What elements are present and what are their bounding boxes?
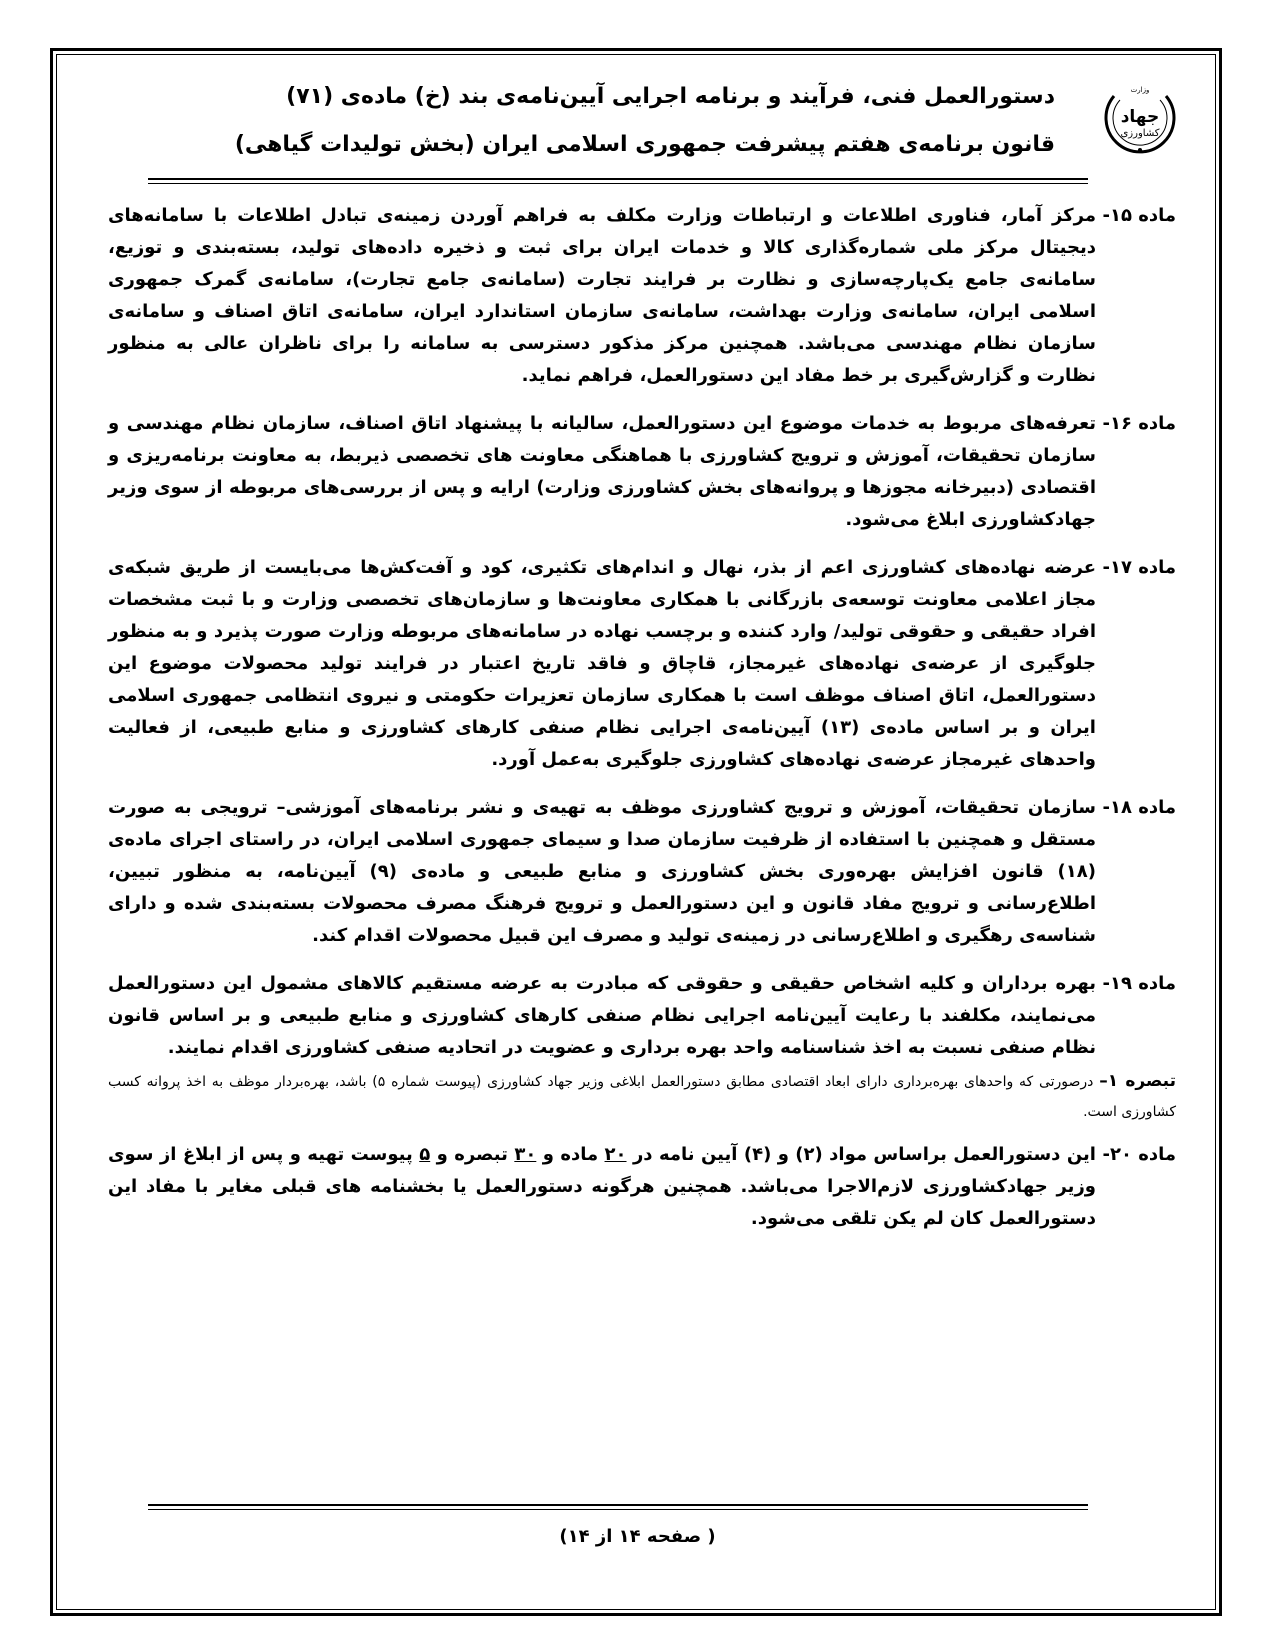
header-divider bbox=[148, 178, 1088, 184]
article-18 bbox=[108, 792, 1176, 952]
article-number: ماده ۱۷- bbox=[1102, 557, 1176, 578]
article-16 bbox=[108, 408, 1176, 536]
article-text: بهره برداران و کلیه اشخاص حقیقی و حقوقی که مبادرت به عرضه مستقیم کالاهای مشمول این دستورالعمل می‌نمایند، مکلفند با رعایت آیین‌نامه اجرایی نظام صنفی کارهای کشاورزی و منابع طبیعی و بر اساس قانون نظام صنفی نسبت به اخذ شناسنامه واحد بهره برداری و عضویت در اتحادیه صنفی کشاورزی اقدام نمایند. bbox=[108, 973, 1096, 1058]
jahad-keshavarzi-logo-icon bbox=[1100, 78, 1180, 158]
logo-main-text: جهاد bbox=[1120, 107, 1160, 127]
header-title-line1: دستورالعمل فنی، فرآیند و برنامه اجرایی آیین‌نامه‌ی بند (خ) ماده‌ی (۷۱) bbox=[286, 84, 1055, 109]
note-text: درصورتی که واحدهای بهره‌برداری دارای ابعاد اقتصادی مطابق دستورالعمل ابلاغی وزیر جهاد کشاورزی (پیوست شماره ۵) باشد، بهره‌بردار موظف به اخذ پروانه کسب کشاورزی است. bbox=[108, 1074, 1176, 1120]
header-title-line2: قانون برنامه‌ی هفتم پیشرفت جمهوری اسلامی ایران (بخش تولیدات گیاهی) bbox=[234, 132, 1055, 157]
footer-divider bbox=[148, 1504, 1088, 1510]
article-number: ماده ۱۵- bbox=[1102, 205, 1176, 226]
article-number: ماده ۲۰- bbox=[1102, 1144, 1176, 1165]
article-number: ماده ۱۹- bbox=[1102, 973, 1176, 994]
document-body bbox=[108, 200, 1176, 1251]
article20-annex-count: ۵ bbox=[419, 1144, 431, 1165]
article20-part3: تبصره و bbox=[436, 1144, 508, 1165]
logo-top-text: وزارت bbox=[1130, 86, 1150, 94]
page-number: ( صفحه ۱۴ از ۱۴) bbox=[559, 1526, 716, 1547]
article-text: سازمان تحقیقات، آموزش و ترویج کشاورزی موظف به تهیه‌ی و نشر برنامه‌های آموزشی– ترویجی به صورت مستقل و همچنین با استفاده از ظرفیت سازمان صدا و سیمای جمهوری اسلامی ایران، در راستای اجرای ماده‌ی (۱۸) قانون افزایش بهره‌وری بخش کشاورزی و منابع طبیعی و ماده‌ی (۹) آیین‌نامه، به منظور تبیین، اطلاع‌رسانی و ترویج مفاد قانون و این دستورالعمل و ترویج فرهنگ مصرف محصولات بسته‌بندی شده و دارای شناسه‌ی رهگیری و اطلاع‌رسانی در زمینه‌ی تولید و مصرف این قبیل محصولات اقدام کند. bbox=[108, 797, 1096, 946]
article-text bbox=[108, 1139, 1096, 1235]
article-20 bbox=[108, 1139, 1176, 1235]
article-15 bbox=[108, 200, 1176, 392]
logo-sub-text: کشاورزی bbox=[1120, 128, 1160, 139]
document-header bbox=[100, 78, 1180, 178]
article-text: مرکز آمار، فناوری اطلاعات و ارتباطات وزارت مکلف به فراهم آوردن زمینه‌ی تبادل اطلاعات با سامانه‌های دیجیتال مرکز ملی شماره‌گذاری کالا و خدمات ایران برای ثبت و ذخیره داده‌های تولید، بسته‌بندی و توزیع، سامانه‌ی جامع یک‌پارچه‌سازی و نظارت بر فرایند تجارت (سامانه‌ی جامع تجارت)، سامانه‌ی گمرک جمهوری اسلامی ایران، سامانه‌ی وزارت بهداشت، سامانه‌ی سازمان استاندارد ایران، سامانه‌ی اتاق اصناف و سامانه‌ی سازمان نظام مهندسی می‌باشد. همچنین مرکز مذکور دسترسی به سامانه را برای ناظران عالی به منظور نظارت و گزارش‌گیری بر خط مفاد این دستورالعمل، فراهم نماید. bbox=[108, 205, 1096, 386]
article20-note-count: ۳۰ bbox=[514, 1144, 537, 1165]
article20-part1: این دستورالعمل براساس مواد (۲) و (۴) آیین نامه در bbox=[632, 1144, 1096, 1165]
note-1 bbox=[108, 1066, 1176, 1127]
article20-article-count: ۲۰ bbox=[604, 1144, 627, 1165]
article20-part4: پیوست تهیه و پس از ابلاغ از سوی وزیر جهادکشاورزی لازم‌الاجرا می‌باشد. همچنین هرگونه دستورالعمل یا بخشنامه های قبلی مغایر با مفاد این دستورالعمل کان لم یکن تلقی می‌شود. bbox=[108, 1144, 1096, 1229]
article-text: تعرفه‌های مربوط به خدمات موضوع این دستورالعمل، سالیانه با پیشنهاد اتاق اصناف، سازمان نظام مهندسی و سازمان تحقیقات، آموزش و ترویج کشاورزی با هماهنگی معاونت های تخصصی ذیربط، به معاونت برنامه‌ریزی و اقتصادی (دبیرخانه مجوزها و پروانه‌های بخش کشاورزی وزارت) ارایه و پس از بررسی‌های مربوطه از سوی وزیر جهادکشاورزی ابلاغ می‌شود. bbox=[108, 413, 1096, 530]
article-text: عرضه نهاده‌های کشاورزی اعم از بذر، نهال و اندام‌های تکثیری، کود و آفت‌کش‌ها می‌بایست از طریق شبکه‌ی مجاز اعلامی معاونت توسعه‌ی بازرگانی با همکاری معاونت‌ها و سازمان‌های تخصصی وزارت و با ثبت مشخصات افراد حقیقی و حقوقی تولید/ وارد کننده و برچسب نهاده در سامانه‌های مربوطه وزارت صورت پذیرد و به منظور جلوگیری از عرضه‌ی نهاده‌های غیرمجاز، قاچاق و فاقد تاریخ اعتبار در فرایند تولید محصولات موضوع این دستورالعمل، اتاق اصناف موظف است با همکاری سازمان تعزیرات حکومتی و نیروی انتظامی جمهوری اسلامی ایران و بر اساس ماده‌ی (۱۳) آیین‌نامه‌ی اجرایی نظام صنفی کارهای کشاورزی و منابع طبیعی، از فعالیت واحدهای غیرمجاز عرضه‌ی نهاده‌های کشاورزی جلوگیری به‌عمل آورد. bbox=[108, 557, 1096, 770]
article-17 bbox=[108, 552, 1176, 776]
article-number: ماده ۱۸- bbox=[1102, 797, 1176, 818]
note-label: تبصره ۱– bbox=[1099, 1071, 1177, 1091]
article-number: ماده ۱۶- bbox=[1102, 413, 1176, 434]
article20-part2: ماده و bbox=[542, 1144, 599, 1165]
article-19 bbox=[108, 968, 1176, 1064]
